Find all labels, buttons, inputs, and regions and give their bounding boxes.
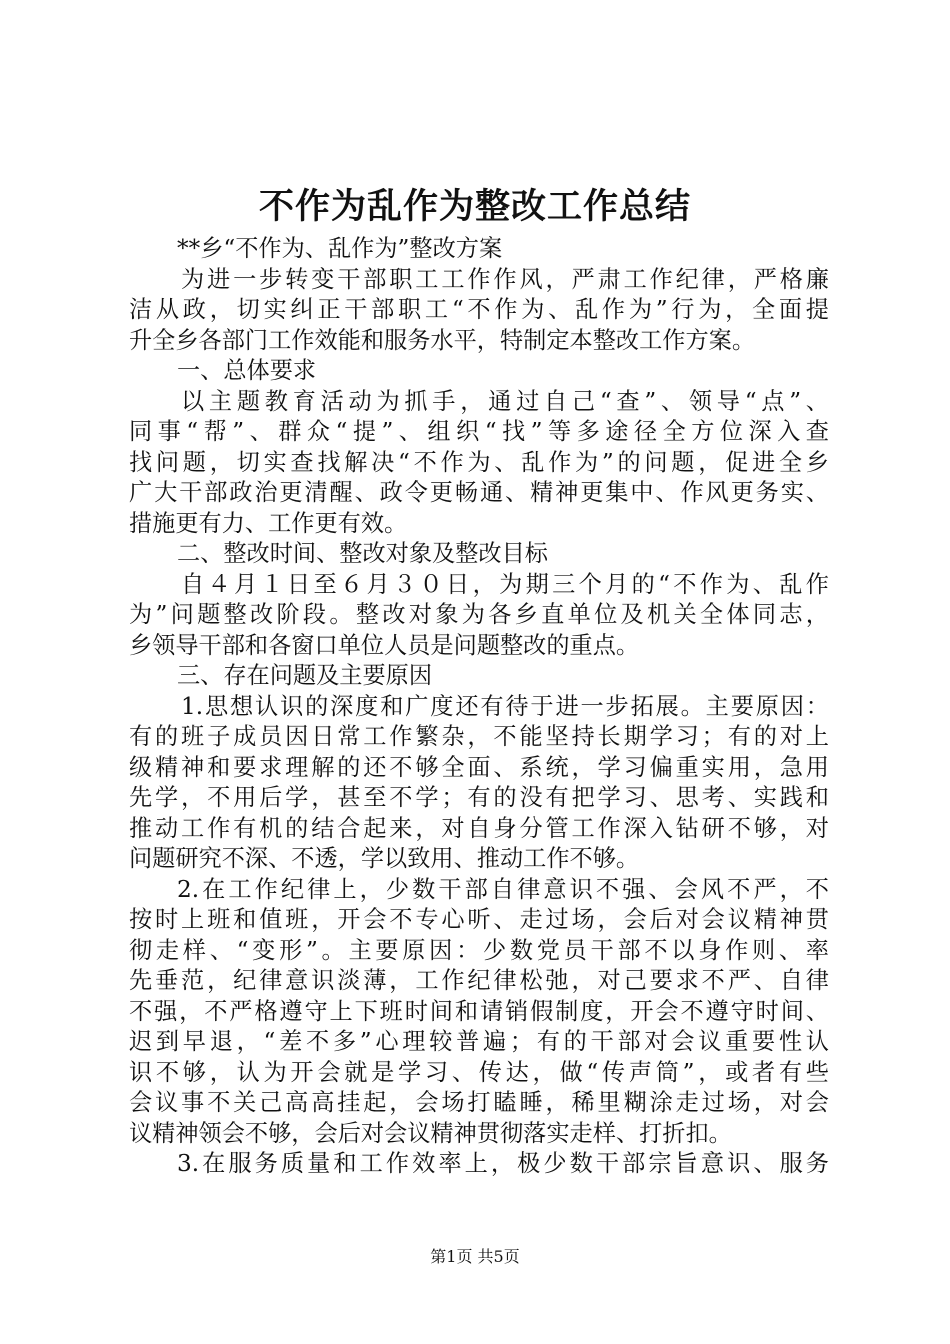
body-line: 级精神和要求理解的还不够全面、系统，学习偏重实用，急用 bbox=[129, 753, 829, 781]
body-line: 找问题，切实查找解决“不作为、乱作为”的问题，促进全乡 bbox=[129, 448, 829, 476]
body-line: 为”问题整改阶段。整改对象为各乡直单位及机关全体同志， bbox=[129, 601, 829, 628]
body-line: 洁从政，切实纠正干部职工“不作为、乱作为”行为，全面提 bbox=[129, 296, 829, 323]
document-body bbox=[129, 234, 829, 1180]
page-footer: 第1页 共5页 bbox=[430, 1247, 520, 1266]
body-line: 不强，不严格遵守上下班时间和请销假制度，开会不遵守时间、 bbox=[129, 997, 829, 1025]
body-line: 推动工作有机的结合起来，对自身分管工作深入钻研不够，对 bbox=[129, 814, 829, 842]
body-line: 按时上班和值班，开会不专心听、走过场，会后对会议精神贯 bbox=[129, 906, 829, 933]
section-heading: 二、整改时间、整改对象及整改目标 bbox=[177, 540, 548, 567]
body-line: 迟到早退，“差不多”心理较普遍；有的干部对会议重要性认 bbox=[129, 1028, 829, 1055]
body-line: 2.在工作纪律上，少数干部自律意识不强、会风不严，不 bbox=[177, 875, 829, 903]
body-line: 升全乡各部门工作效能和服务水平，特制定本整改工作方案。 bbox=[129, 326, 756, 354]
body-line: 同事“帮”、群众“提”、组织“找”等多途径全方位深入查 bbox=[129, 418, 829, 445]
body-line: 1.思想认识的深度和广度还有待于进一步拓展。主要原因： bbox=[181, 692, 829, 720]
body-line: 先垂范，纪律意识淡薄，工作纪律松弛，对己要求不严、自律 bbox=[129, 967, 829, 994]
body-line: 自４月１日至６月３０日，为期三个月的“不作为、乱作 bbox=[181, 570, 829, 598]
body-line: 3.在服务质量和工作效率上，极少数干部宗旨意识、服务 bbox=[177, 1150, 829, 1177]
body-line: **乡“不作为、乱作为”整改方案 bbox=[177, 235, 503, 262]
body-line: 识不够，认为开会就是学习、传达，做“传声筒”，或者有些 bbox=[129, 1058, 829, 1086]
body-line: 有的班子成员因日常工作繁杂，不能坚持长期学习；有的对上 bbox=[129, 723, 829, 750]
section-heading: 三、存在问题及主要原因 bbox=[177, 662, 433, 689]
section-heading: 一、总体要求 bbox=[177, 357, 317, 384]
body-line: 议精神领会不够，会后对会议精神贯彻落实走样、打折扣。 bbox=[129, 1119, 732, 1147]
body-line: 广大干部政治更清醒、政令更畅通、精神更集中、作风更务实、 bbox=[129, 479, 829, 506]
body-line: 先学，不用后学，甚至不学；有的没有把学习、思考、实践和 bbox=[129, 784, 829, 811]
body-line: 以主题教育活动为抓手，通过自己“查”、领导“点”、 bbox=[181, 387, 829, 415]
body-line: 措施更有力、工作更有效。 bbox=[129, 509, 408, 537]
body-line: 为进一步转变干部职工工作作风，严肃工作纪律，严格廉 bbox=[181, 265, 829, 293]
body-line: 会议事不关己高高挂起，会场打瞌睡，稀里糊涂走过场，对会 bbox=[129, 1089, 829, 1116]
document-title: 不作为乱作为整改工作总结 bbox=[258, 186, 691, 227]
body-line: 乡领导干部和各窗口单位人员是问题整改的重点。 bbox=[129, 631, 640, 659]
body-line: 彻走样、“变形”。主要原因：少数党员干部不以身作则、率 bbox=[129, 936, 829, 964]
body-line: 问题研究不深、不透，学以致用、推动工作不够。 bbox=[129, 845, 640, 872]
